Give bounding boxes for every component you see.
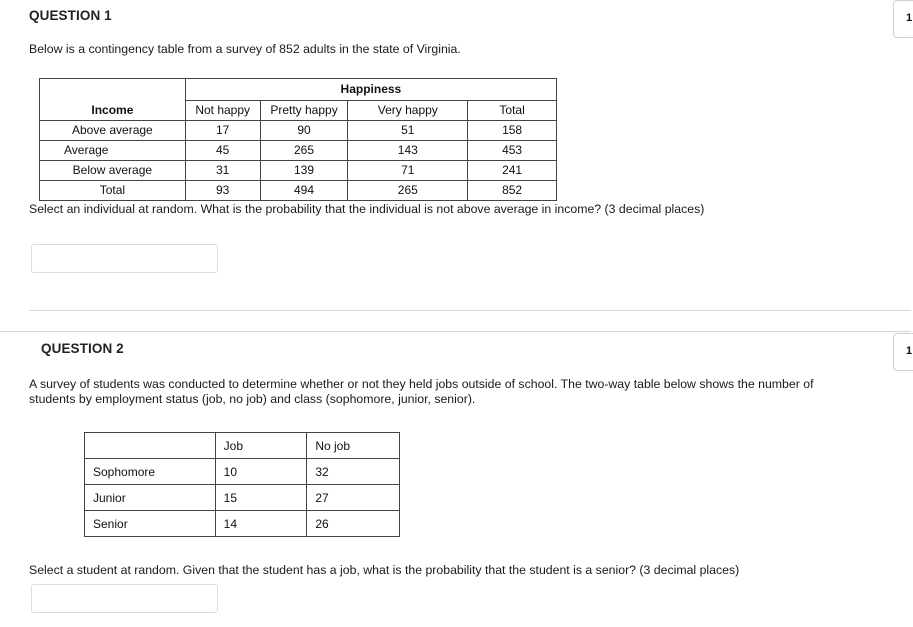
- question-1-prompt: Select an individual at random. What is the probability that the individual is not above average in income? (3 decimal places): [29, 202, 705, 216]
- row-label: Average: [40, 141, 186, 161]
- col-header-pretty-happy: Pretty happy: [260, 101, 348, 121]
- table-cell: 90: [260, 121, 348, 141]
- row-label: Sophomore: [85, 459, 216, 485]
- col-header-blank: [85, 433, 216, 459]
- table-cell: 17: [185, 121, 260, 141]
- question-2-intro: A survey of students was conducted to determine whether or not they held jobs outside of school. The two-way table below shows the number of students by employment status (job, no job) and class (sophomore, junior, senior).: [29, 377, 814, 406]
- table-row: [85, 459, 400, 485]
- table-cell: 15: [215, 485, 307, 511]
- col-header-no-job: No job: [307, 433, 400, 459]
- table-cell: 494: [260, 181, 348, 201]
- table-cell: 241: [468, 161, 557, 181]
- table-cell: 45: [185, 141, 260, 161]
- table-row: [40, 161, 557, 181]
- row-label: Total: [40, 181, 186, 201]
- table-row: [40, 181, 557, 201]
- question-1-points: 1: [893, 0, 913, 38]
- question-1-title: QUESTION 1: [29, 8, 112, 23]
- two-way-table: [84, 432, 400, 537]
- table-cell: 265: [260, 141, 348, 161]
- col-header-job: Job: [215, 433, 307, 459]
- happiness-header: Happiness: [185, 79, 556, 101]
- table-corner: [40, 79, 186, 101]
- question-2-prompt: Select a student at random. Given that the student has a job, what is the probability that the student is a senior? (3 decimal places): [29, 563, 740, 577]
- col-header-not-happy: Not happy: [185, 101, 260, 121]
- table-cell: 32: [307, 459, 400, 485]
- question-1-intro: Below is a contingency table from a survey of 852 adults in the state of Virginia.: [29, 42, 461, 56]
- table-cell: 27: [307, 485, 400, 511]
- table-cell: 31: [185, 161, 260, 181]
- col-header-income: Income: [40, 101, 186, 121]
- divider: [29, 310, 911, 311]
- table-header-row: [40, 101, 557, 121]
- table-group-header-row: [40, 79, 557, 101]
- row-label: Above average: [40, 121, 186, 141]
- row-label: Junior: [85, 485, 216, 511]
- table-cell: 10: [215, 459, 307, 485]
- col-header-very-happy: Very happy: [348, 101, 468, 121]
- table-cell: 26: [307, 511, 400, 537]
- question-2-answer-input[interactable]: [31, 584, 218, 613]
- table-cell: 139: [260, 161, 348, 181]
- table-row: [40, 141, 557, 161]
- divider: [0, 331, 911, 332]
- table-cell: 265: [348, 181, 468, 201]
- question-2-points: 1: [893, 333, 913, 371]
- question-1-answer-input[interactable]: [31, 244, 218, 273]
- table-cell: 93: [185, 181, 260, 201]
- table-row: [40, 121, 557, 141]
- col-header-total: Total: [468, 101, 557, 121]
- contingency-table: [39, 78, 557, 201]
- table-cell: 852: [468, 181, 557, 201]
- row-label: Senior: [85, 511, 216, 537]
- table-cell: 71: [348, 161, 468, 181]
- table-row: [85, 511, 400, 537]
- row-label: Below average: [40, 161, 186, 181]
- table-row: [85, 485, 400, 511]
- table-cell: 51: [348, 121, 468, 141]
- table-cell: 453: [468, 141, 557, 161]
- table-cell: 143: [348, 141, 468, 161]
- table-cell: 158: [468, 121, 557, 141]
- question-2-title: QUESTION 2: [41, 341, 124, 356]
- table-cell: 14: [215, 511, 307, 537]
- table-header-row: [85, 433, 400, 459]
